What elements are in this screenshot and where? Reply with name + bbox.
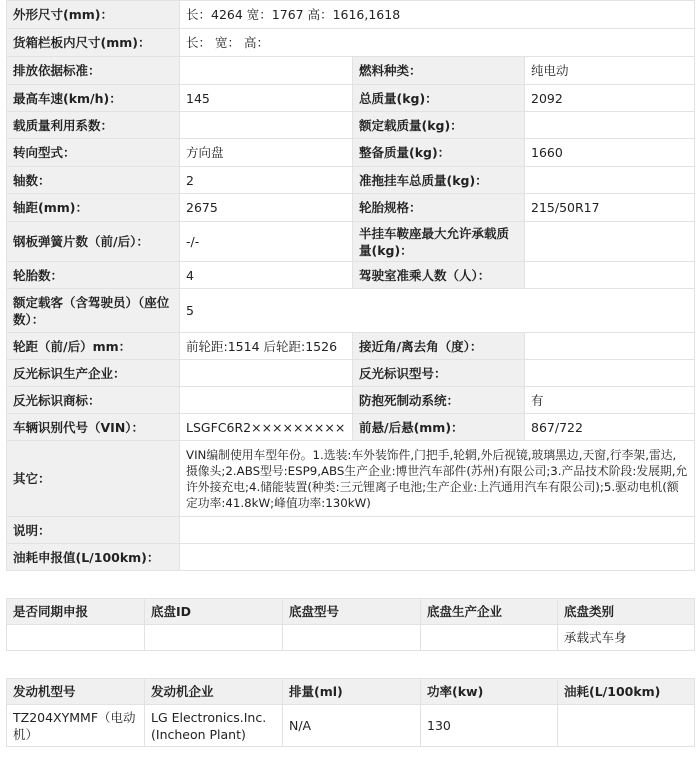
spec-row <box>7 112 695 139</box>
spec-label: 反光标识生产企业： <box>7 360 180 387</box>
column-header: 底盘型号 <box>283 599 421 625</box>
spec-row <box>7 29 695 57</box>
spec-label: 说明： <box>7 517 180 544</box>
column-header: 底盘类别 <box>558 599 695 625</box>
spec-row <box>7 360 695 387</box>
spec-value: 方向盘 <box>180 139 353 167</box>
engine-header-row <box>7 679 695 705</box>
spec-label: 反光标识型号： <box>353 360 525 387</box>
spec-value <box>525 167 695 194</box>
spec-row <box>7 544 695 571</box>
table-row <box>7 625 695 651</box>
column-header: 发动机型号 <box>7 679 145 705</box>
spec-label: 其它： <box>7 441 180 517</box>
spec-label: 车辆识别代号（VIN）： <box>7 414 180 441</box>
spec-value <box>180 387 353 414</box>
table-cell <box>283 625 421 651</box>
table-cell <box>7 625 145 651</box>
spec-label: 外形尺寸(mm)： <box>7 1 180 29</box>
spec-value: -/- <box>180 222 353 262</box>
column-header: 底盘ID <box>145 599 283 625</box>
spec-label: 转向型式： <box>7 139 180 167</box>
spec-value: 长： 宽： 高： <box>180 29 695 57</box>
spec-row <box>7 517 695 544</box>
spec-row <box>7 222 695 262</box>
table-cell <box>558 705 695 747</box>
spec-value <box>525 112 695 139</box>
spec-label: 半挂车鞍座最大允许承载质量(kg)： <box>353 222 525 262</box>
table-cell: N/A <box>283 705 421 747</box>
spec-label: 轮胎规格： <box>353 194 525 222</box>
spec-value <box>180 57 353 85</box>
chassis-table <box>6 598 695 651</box>
spec-label: 排放依据标准： <box>7 57 180 85</box>
spec-value: 长：4264 宽：1767 高：1616,1618 <box>180 1 695 29</box>
spec-label: 前悬/后悬(mm)： <box>353 414 525 441</box>
spec-row <box>7 387 695 414</box>
spec-value: 2092 <box>525 85 695 112</box>
spec-value: 纯电动 <box>525 57 695 85</box>
spec-label: 载质量利用系数： <box>7 112 180 139</box>
spec-label: 轮胎数： <box>7 262 180 289</box>
spec-row <box>7 414 695 441</box>
spec-label: 准拖挂车总质量(kg)： <box>353 167 525 194</box>
spec-label: 整备质量(kg)： <box>353 139 525 167</box>
spec-value: 5 <box>180 289 695 333</box>
spec-value: 2 <box>180 167 353 194</box>
spec-row <box>7 441 695 517</box>
spec-value: 2675 <box>180 194 353 222</box>
spec-label: 轮距（前/后）mm： <box>7 333 180 360</box>
spec-label: 燃料种类： <box>353 57 525 85</box>
spec-row <box>7 1 695 29</box>
vehicle-spec-table <box>6 0 695 571</box>
spec-label: 钢板弹簧片数（前/后）： <box>7 222 180 262</box>
column-header: 油耗(L/100km) <box>558 679 695 705</box>
spec-value: 4 <box>180 262 353 289</box>
spec-value <box>180 517 695 544</box>
spec-row <box>7 333 695 360</box>
spec-row <box>7 167 695 194</box>
spec-label: 轴距(mm)： <box>7 194 180 222</box>
table-cell: 承载式车身 <box>558 625 695 651</box>
spec-value <box>525 333 695 360</box>
spec-value: 前轮距:1514 后轮距:1526 <box>180 333 353 360</box>
chassis-header-row <box>7 599 695 625</box>
spec-row <box>7 194 695 222</box>
spec-row <box>7 85 695 112</box>
spec-label: 额定载客（含驾驶员）（座位数）： <box>7 289 180 333</box>
table-cell <box>421 625 558 651</box>
engine-table <box>6 678 695 747</box>
column-header: 功率(kw) <box>421 679 558 705</box>
table-row <box>7 705 695 747</box>
spec-label: 最高车速(km/h)： <box>7 85 180 112</box>
spec-value <box>180 360 353 387</box>
spec-value: 867/722 <box>525 414 695 441</box>
column-header: 排量(ml) <box>283 679 421 705</box>
spec-value: 215/50R17 <box>525 194 695 222</box>
spec-label: 驾驶室准乘人数（人）： <box>353 262 525 289</box>
spec-label: 总质量(kg)： <box>353 85 525 112</box>
spec-row <box>7 262 695 289</box>
table-cell <box>145 625 283 651</box>
spec-value <box>525 360 695 387</box>
spec-label: 反光标识商标： <box>7 387 180 414</box>
spec-value-notes: VIN编制使用车型年份。1.选装:车外装饰件,门把手,轮辋,外后视镜,玻璃黑边,天窗,行李架,雷达,摄像头;2.ABS型号:ESP9,ABS生产企业:博世汽车部件(苏州)有限公司;3.产品技术阶段:发展期,允许外接充电;4.储能装置(种类:三元锂离子电池;生产企业:上汽通用汽车有限公司);5.驱动电机(额定功率:41.8kW;峰值功率:130kW) <box>180 441 695 517</box>
spec-value <box>525 262 695 289</box>
spec-value: 1660 <box>525 139 695 167</box>
spec-value <box>180 112 353 139</box>
spec-label: 接近角/离去角（度）： <box>353 333 525 360</box>
spec-label: 货箱栏板内尺寸(mm)： <box>7 29 180 57</box>
spec-value: 145 <box>180 85 353 112</box>
spec-label: 油耗申报值(L/100km)： <box>7 544 180 571</box>
column-header: 发动机企业 <box>145 679 283 705</box>
spec-row <box>7 139 695 167</box>
table-cell: 130 <box>421 705 558 747</box>
spec-value <box>525 222 695 262</box>
spec-value <box>180 544 695 571</box>
column-header: 底盘生产企业 <box>421 599 558 625</box>
table-cell: LG Electronics.Inc.(Incheon Plant) <box>145 705 283 747</box>
spec-label: 额定载质量(kg)： <box>353 112 525 139</box>
column-header: 是否同期申报 <box>7 599 145 625</box>
spec-label: 轴数： <box>7 167 180 194</box>
table-cell: TZ204XYMMF（电动机） <box>7 705 145 747</box>
spec-value: LSGFC6R2××××××××× <box>180 414 353 441</box>
spec-row <box>7 57 695 85</box>
spec-label: 防抱死制动系统： <box>353 387 525 414</box>
spec-value: 有 <box>525 387 695 414</box>
spec-row <box>7 289 695 333</box>
